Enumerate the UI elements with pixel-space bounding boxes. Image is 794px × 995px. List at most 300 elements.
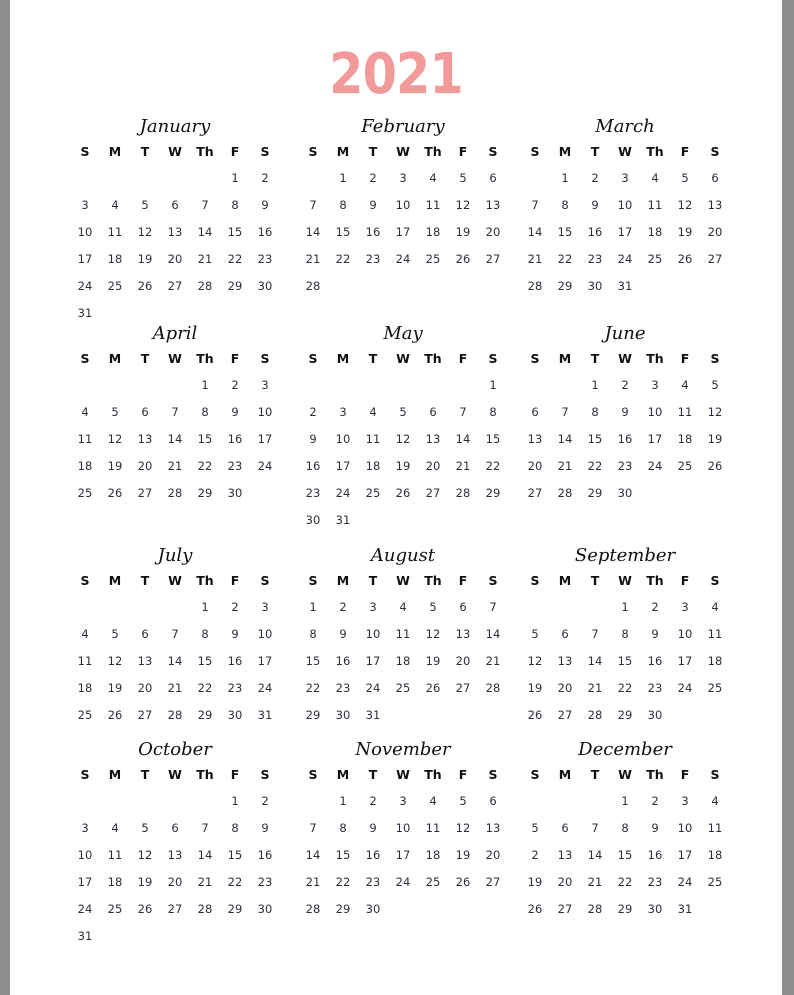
weekday-label: M	[108, 573, 122, 588]
day-cell: 5	[399, 404, 407, 419]
day-cell: 7	[309, 197, 317, 212]
weekday-label: Th	[646, 351, 664, 366]
day-cell: 14	[557, 431, 573, 446]
day-cell: 18	[425, 847, 441, 862]
weekday-header	[298, 762, 508, 787]
day-cell: 8	[591, 404, 599, 419]
weekday-label: M	[558, 767, 572, 782]
month-name: September	[574, 545, 676, 566]
weekday-label: M	[558, 144, 572, 159]
month-march	[520, 115, 730, 299]
day-cell: 7	[489, 599, 497, 614]
day-cell: 6	[711, 170, 719, 185]
day-cell: 14	[197, 224, 213, 239]
weekday-label: W	[168, 144, 182, 159]
week-row	[520, 674, 730, 701]
weekday-label: S	[260, 573, 270, 588]
weekday-label: T	[590, 573, 600, 588]
day-cell: 9	[369, 820, 377, 835]
day-cell: 1	[561, 170, 569, 185]
day-cell: 31	[617, 278, 633, 293]
week-row	[70, 787, 280, 814]
day-cell: 26	[137, 901, 153, 916]
week-row	[70, 701, 280, 728]
day-cell: 12	[137, 224, 153, 239]
week-row	[520, 452, 730, 479]
day-cell: 17	[257, 653, 273, 668]
day-cell: 23	[587, 251, 603, 266]
weekday-label: S	[80, 573, 90, 588]
day-cell: 19	[395, 458, 411, 473]
day-cell: 8	[231, 197, 239, 212]
weekday-label: S	[488, 144, 498, 159]
day-cell: 23	[257, 251, 273, 266]
day-cell: 15	[617, 653, 633, 668]
weekday-label: F	[230, 573, 240, 588]
week-row	[298, 245, 508, 272]
day-cell: 4	[399, 599, 407, 614]
weekday-label: S	[308, 351, 318, 366]
day-cell: 26	[107, 707, 123, 722]
day-cell: 29	[227, 901, 243, 916]
day-cell: 1	[621, 599, 629, 614]
weekday-label: S	[488, 573, 498, 588]
week-row	[298, 452, 508, 479]
week-row	[70, 452, 280, 479]
day-cell: 21	[197, 874, 213, 889]
day-cell: 11	[425, 197, 441, 212]
weekday-label: M	[336, 351, 350, 366]
week-row	[520, 191, 730, 218]
day-cell: 23	[365, 251, 381, 266]
day-cell: 30	[227, 485, 243, 500]
day-cell: 17	[395, 224, 411, 239]
day-cell: 14	[527, 224, 543, 239]
day-cell: 2	[369, 793, 377, 808]
day-cell: 17	[647, 431, 663, 446]
day-cell: 15	[227, 847, 243, 862]
day-cell: 21	[587, 680, 603, 695]
day-cell: 19	[107, 458, 123, 473]
day-cell: 31	[677, 901, 693, 916]
weekday-label: Th	[424, 144, 442, 159]
day-cell: 14	[455, 431, 471, 446]
day-cell: 14	[305, 847, 321, 862]
month-october	[70, 738, 280, 949]
day-cell: 1	[231, 170, 239, 185]
day-cell: 28	[485, 680, 501, 695]
day-cell: 2	[261, 793, 269, 808]
week-row	[520, 841, 730, 868]
day-cell: 29	[557, 278, 573, 293]
day-cell: 24	[617, 251, 633, 266]
weekday-label: S	[80, 767, 90, 782]
day-cell: 5	[111, 626, 119, 641]
day-cell: 23	[227, 458, 243, 473]
day-cell: 30	[257, 901, 273, 916]
day-cell: 4	[81, 404, 89, 419]
day-cell: 26	[425, 680, 441, 695]
day-cell: 6	[459, 599, 467, 614]
weekday-label: S	[530, 767, 540, 782]
day-cell: 30	[257, 278, 273, 293]
day-cell: 2	[651, 599, 659, 614]
day-cell: 21	[587, 874, 603, 889]
day-cell: 24	[365, 680, 381, 695]
day-cell: 21	[305, 874, 321, 889]
day-cell: 27	[485, 251, 501, 266]
weekday-label: Th	[196, 573, 214, 588]
day-cell: 1	[201, 599, 209, 614]
day-cell: 2	[261, 170, 269, 185]
weekday-label: F	[680, 351, 690, 366]
day-cell: 21	[167, 680, 183, 695]
day-cell: 28	[557, 485, 573, 500]
day-cell: 12	[107, 653, 123, 668]
day-cell: 9	[231, 404, 239, 419]
weekday-header	[520, 762, 730, 787]
day-cell: 22	[197, 680, 213, 695]
weekday-label: Th	[646, 144, 664, 159]
week-row	[520, 620, 730, 647]
day-cell: 21	[305, 251, 321, 266]
day-cell: 15	[335, 224, 351, 239]
day-cell: 25	[107, 901, 123, 916]
day-cell: 24	[677, 680, 693, 695]
weekday-label: Th	[646, 573, 664, 588]
day-cell: 28	[455, 485, 471, 500]
week-row	[520, 814, 730, 841]
month-july	[70, 544, 280, 728]
day-cell: 11	[77, 431, 93, 446]
week-row	[70, 371, 280, 398]
day-cell: 24	[677, 874, 693, 889]
weekday-label: W	[168, 767, 182, 782]
day-cell: 25	[647, 251, 663, 266]
week-row	[298, 479, 508, 506]
weekday-label: M	[336, 767, 350, 782]
month-name: December	[578, 739, 672, 760]
day-cell: 8	[489, 404, 497, 419]
day-cell: 31	[365, 707, 381, 722]
day-cell: 18	[107, 874, 123, 889]
day-cell: 6	[561, 626, 569, 641]
day-cell: 23	[617, 458, 633, 473]
day-cell: 20	[557, 874, 573, 889]
week-row	[70, 272, 280, 299]
day-cell: 8	[309, 626, 317, 641]
day-cell: 19	[677, 224, 693, 239]
day-cell: 4	[429, 170, 437, 185]
weekday-label: F	[458, 144, 468, 159]
day-cell: 13	[167, 847, 183, 862]
day-cell: 29	[485, 485, 501, 500]
year-title: 2021	[329, 42, 463, 107]
week-row	[520, 245, 730, 272]
day-cell: 22	[485, 458, 501, 473]
day-cell: 18	[677, 431, 693, 446]
day-cell: 25	[107, 278, 123, 293]
week-row	[298, 164, 508, 191]
day-cell: 22	[617, 874, 633, 889]
week-row	[70, 868, 280, 895]
day-cell: 10	[677, 626, 693, 641]
month-january	[70, 115, 280, 326]
day-cell: 4	[681, 377, 689, 392]
week-row	[298, 787, 508, 814]
day-cell: 10	[395, 820, 411, 835]
month-may	[298, 322, 508, 533]
day-cell: 6	[141, 626, 149, 641]
weekday-header	[298, 139, 508, 164]
day-cell: 18	[77, 680, 93, 695]
day-cell: 30	[365, 901, 381, 916]
weekday-label: W	[618, 573, 632, 588]
weekday-label: M	[108, 767, 122, 782]
week-row	[70, 674, 280, 701]
day-cell: 2	[591, 170, 599, 185]
day-cell: 13	[167, 224, 183, 239]
day-cell: 12	[425, 626, 441, 641]
day-cell: 21	[527, 251, 543, 266]
day-cell: 27	[557, 901, 573, 916]
weekday-label: S	[80, 144, 90, 159]
day-cell: 3	[681, 599, 689, 614]
week-row	[70, 245, 280, 272]
day-cell: 16	[587, 224, 603, 239]
day-cell: 15	[485, 431, 501, 446]
month-name: August	[370, 545, 436, 566]
week-row	[298, 218, 508, 245]
week-row	[70, 191, 280, 218]
weekday-header	[298, 346, 508, 371]
day-cell: 2	[339, 599, 347, 614]
day-cell: 19	[107, 680, 123, 695]
day-cell: 20	[557, 680, 573, 695]
day-cell: 8	[201, 404, 209, 419]
day-cell: 26	[527, 901, 543, 916]
weekday-label: Th	[196, 144, 214, 159]
day-cell: 10	[257, 626, 273, 641]
day-cell: 4	[111, 197, 119, 212]
day-cell: 29	[227, 278, 243, 293]
weekday-label: M	[336, 573, 350, 588]
weekday-label: Th	[646, 767, 664, 782]
day-cell: 29	[197, 707, 213, 722]
weekday-label: S	[260, 767, 270, 782]
month-august	[298, 544, 508, 728]
weekday-label: F	[680, 573, 690, 588]
day-cell: 9	[339, 626, 347, 641]
day-cell: 20	[527, 458, 543, 473]
day-cell: 2	[531, 847, 539, 862]
day-cell: 8	[621, 820, 629, 835]
day-cell: 12	[527, 653, 543, 668]
day-cell: 11	[707, 820, 723, 835]
day-cell: 5	[111, 404, 119, 419]
day-cell: 13	[137, 431, 153, 446]
week-row	[520, 895, 730, 922]
day-cell: 10	[77, 224, 93, 239]
day-cell: 25	[707, 680, 723, 695]
weekday-header	[70, 139, 280, 164]
day-cell: 29	[617, 901, 633, 916]
day-cell: 8	[339, 820, 347, 835]
day-cell: 14	[305, 224, 321, 239]
day-cell: 4	[111, 820, 119, 835]
weekday-label: S	[308, 767, 318, 782]
day-cell: 23	[227, 680, 243, 695]
day-cell: 9	[651, 820, 659, 835]
day-cell: 26	[395, 485, 411, 500]
day-cell: 27	[707, 251, 723, 266]
day-cell: 23	[305, 485, 321, 500]
day-cell: 3	[261, 599, 269, 614]
weekday-label: W	[618, 144, 632, 159]
day-cell: 7	[201, 197, 209, 212]
day-cell: 9	[309, 431, 317, 446]
weekday-label: S	[530, 573, 540, 588]
day-cell: 27	[455, 680, 471, 695]
day-cell: 23	[257, 874, 273, 889]
day-cell: 6	[489, 170, 497, 185]
day-cell: 13	[527, 431, 543, 446]
week-row	[298, 425, 508, 452]
day-cell: 20	[425, 458, 441, 473]
day-cell: 26	[527, 707, 543, 722]
weekday-label: S	[80, 351, 90, 366]
month-name: October	[138, 739, 212, 760]
day-cell: 3	[399, 793, 407, 808]
day-cell: 1	[201, 377, 209, 392]
day-cell: 1	[339, 793, 347, 808]
week-row	[70, 620, 280, 647]
day-cell: 9	[231, 626, 239, 641]
day-cell: 5	[141, 197, 149, 212]
weekday-label: F	[680, 767, 690, 782]
week-row	[70, 814, 280, 841]
weekday-label: W	[396, 351, 410, 366]
day-cell: 13	[485, 820, 501, 835]
day-cell: 10	[77, 847, 93, 862]
week-row	[70, 895, 280, 922]
month-name: June	[604, 323, 646, 344]
day-cell: 16	[647, 653, 663, 668]
day-cell: 22	[335, 251, 351, 266]
day-cell: 24	[647, 458, 663, 473]
day-cell: 14	[167, 431, 183, 446]
day-cell: 21	[197, 251, 213, 266]
week-row	[298, 895, 508, 922]
day-cell: 22	[227, 874, 243, 889]
day-cell: 8	[339, 197, 347, 212]
day-cell: 7	[171, 626, 179, 641]
weekday-label: M	[108, 144, 122, 159]
day-cell: 3	[81, 820, 89, 835]
week-row	[520, 272, 730, 299]
day-cell: 22	[617, 680, 633, 695]
day-cell: 29	[305, 707, 321, 722]
day-cell: 28	[587, 707, 603, 722]
day-cell: 25	[425, 251, 441, 266]
day-cell: 23	[647, 874, 663, 889]
day-cell: 15	[227, 224, 243, 239]
day-cell: 14	[587, 653, 603, 668]
day-cell: 23	[365, 874, 381, 889]
day-cell: 11	[395, 626, 411, 641]
day-cell: 16	[617, 431, 633, 446]
day-cell: 6	[531, 404, 539, 419]
month-september	[520, 544, 730, 728]
day-cell: 2	[621, 377, 629, 392]
day-cell: 3	[261, 377, 269, 392]
month-april	[70, 322, 280, 506]
day-cell: 18	[365, 458, 381, 473]
day-cell: 25	[425, 874, 441, 889]
day-cell: 28	[305, 901, 321, 916]
day-cell: 18	[77, 458, 93, 473]
weekday-label: W	[168, 573, 182, 588]
day-cell: 13	[557, 653, 573, 668]
weekday-label: S	[488, 351, 498, 366]
weekday-label: S	[308, 144, 318, 159]
day-cell: 22	[305, 680, 321, 695]
day-cell: 8	[621, 626, 629, 641]
week-row	[298, 506, 508, 533]
day-cell: 23	[647, 680, 663, 695]
day-cell: 24	[395, 251, 411, 266]
day-cell: 26	[677, 251, 693, 266]
week-row	[70, 218, 280, 245]
day-cell: 9	[651, 626, 659, 641]
weekday-label: Th	[424, 351, 442, 366]
day-cell: 24	[257, 680, 273, 695]
day-cell: 17	[365, 653, 381, 668]
day-cell: 6	[171, 820, 179, 835]
weekday-header	[70, 762, 280, 787]
week-row	[70, 398, 280, 425]
day-cell: 11	[425, 820, 441, 835]
day-cell: 5	[711, 377, 719, 392]
day-cell: 10	[647, 404, 663, 419]
week-row	[298, 814, 508, 841]
day-cell: 16	[647, 847, 663, 862]
day-cell: 1	[591, 377, 599, 392]
day-cell: 10	[257, 404, 273, 419]
day-cell: 24	[257, 458, 273, 473]
day-cell: 27	[557, 707, 573, 722]
day-cell: 25	[365, 485, 381, 500]
day-cell: 21	[557, 458, 573, 473]
day-cell: 26	[455, 251, 471, 266]
day-cell: 3	[399, 170, 407, 185]
weekday-label: T	[368, 573, 378, 588]
weekday-label: F	[230, 767, 240, 782]
day-cell: 12	[455, 820, 471, 835]
day-cell: 11	[647, 197, 663, 212]
week-row	[298, 398, 508, 425]
day-cell: 13	[137, 653, 153, 668]
day-cell: 28	[587, 901, 603, 916]
day-cell: 26	[107, 485, 123, 500]
day-cell: 15	[587, 431, 603, 446]
day-cell: 13	[707, 197, 723, 212]
day-cell: 20	[707, 224, 723, 239]
day-cell: 26	[707, 458, 723, 473]
day-cell: 28	[167, 707, 183, 722]
day-cell: 13	[455, 626, 471, 641]
day-cell: 16	[227, 653, 243, 668]
